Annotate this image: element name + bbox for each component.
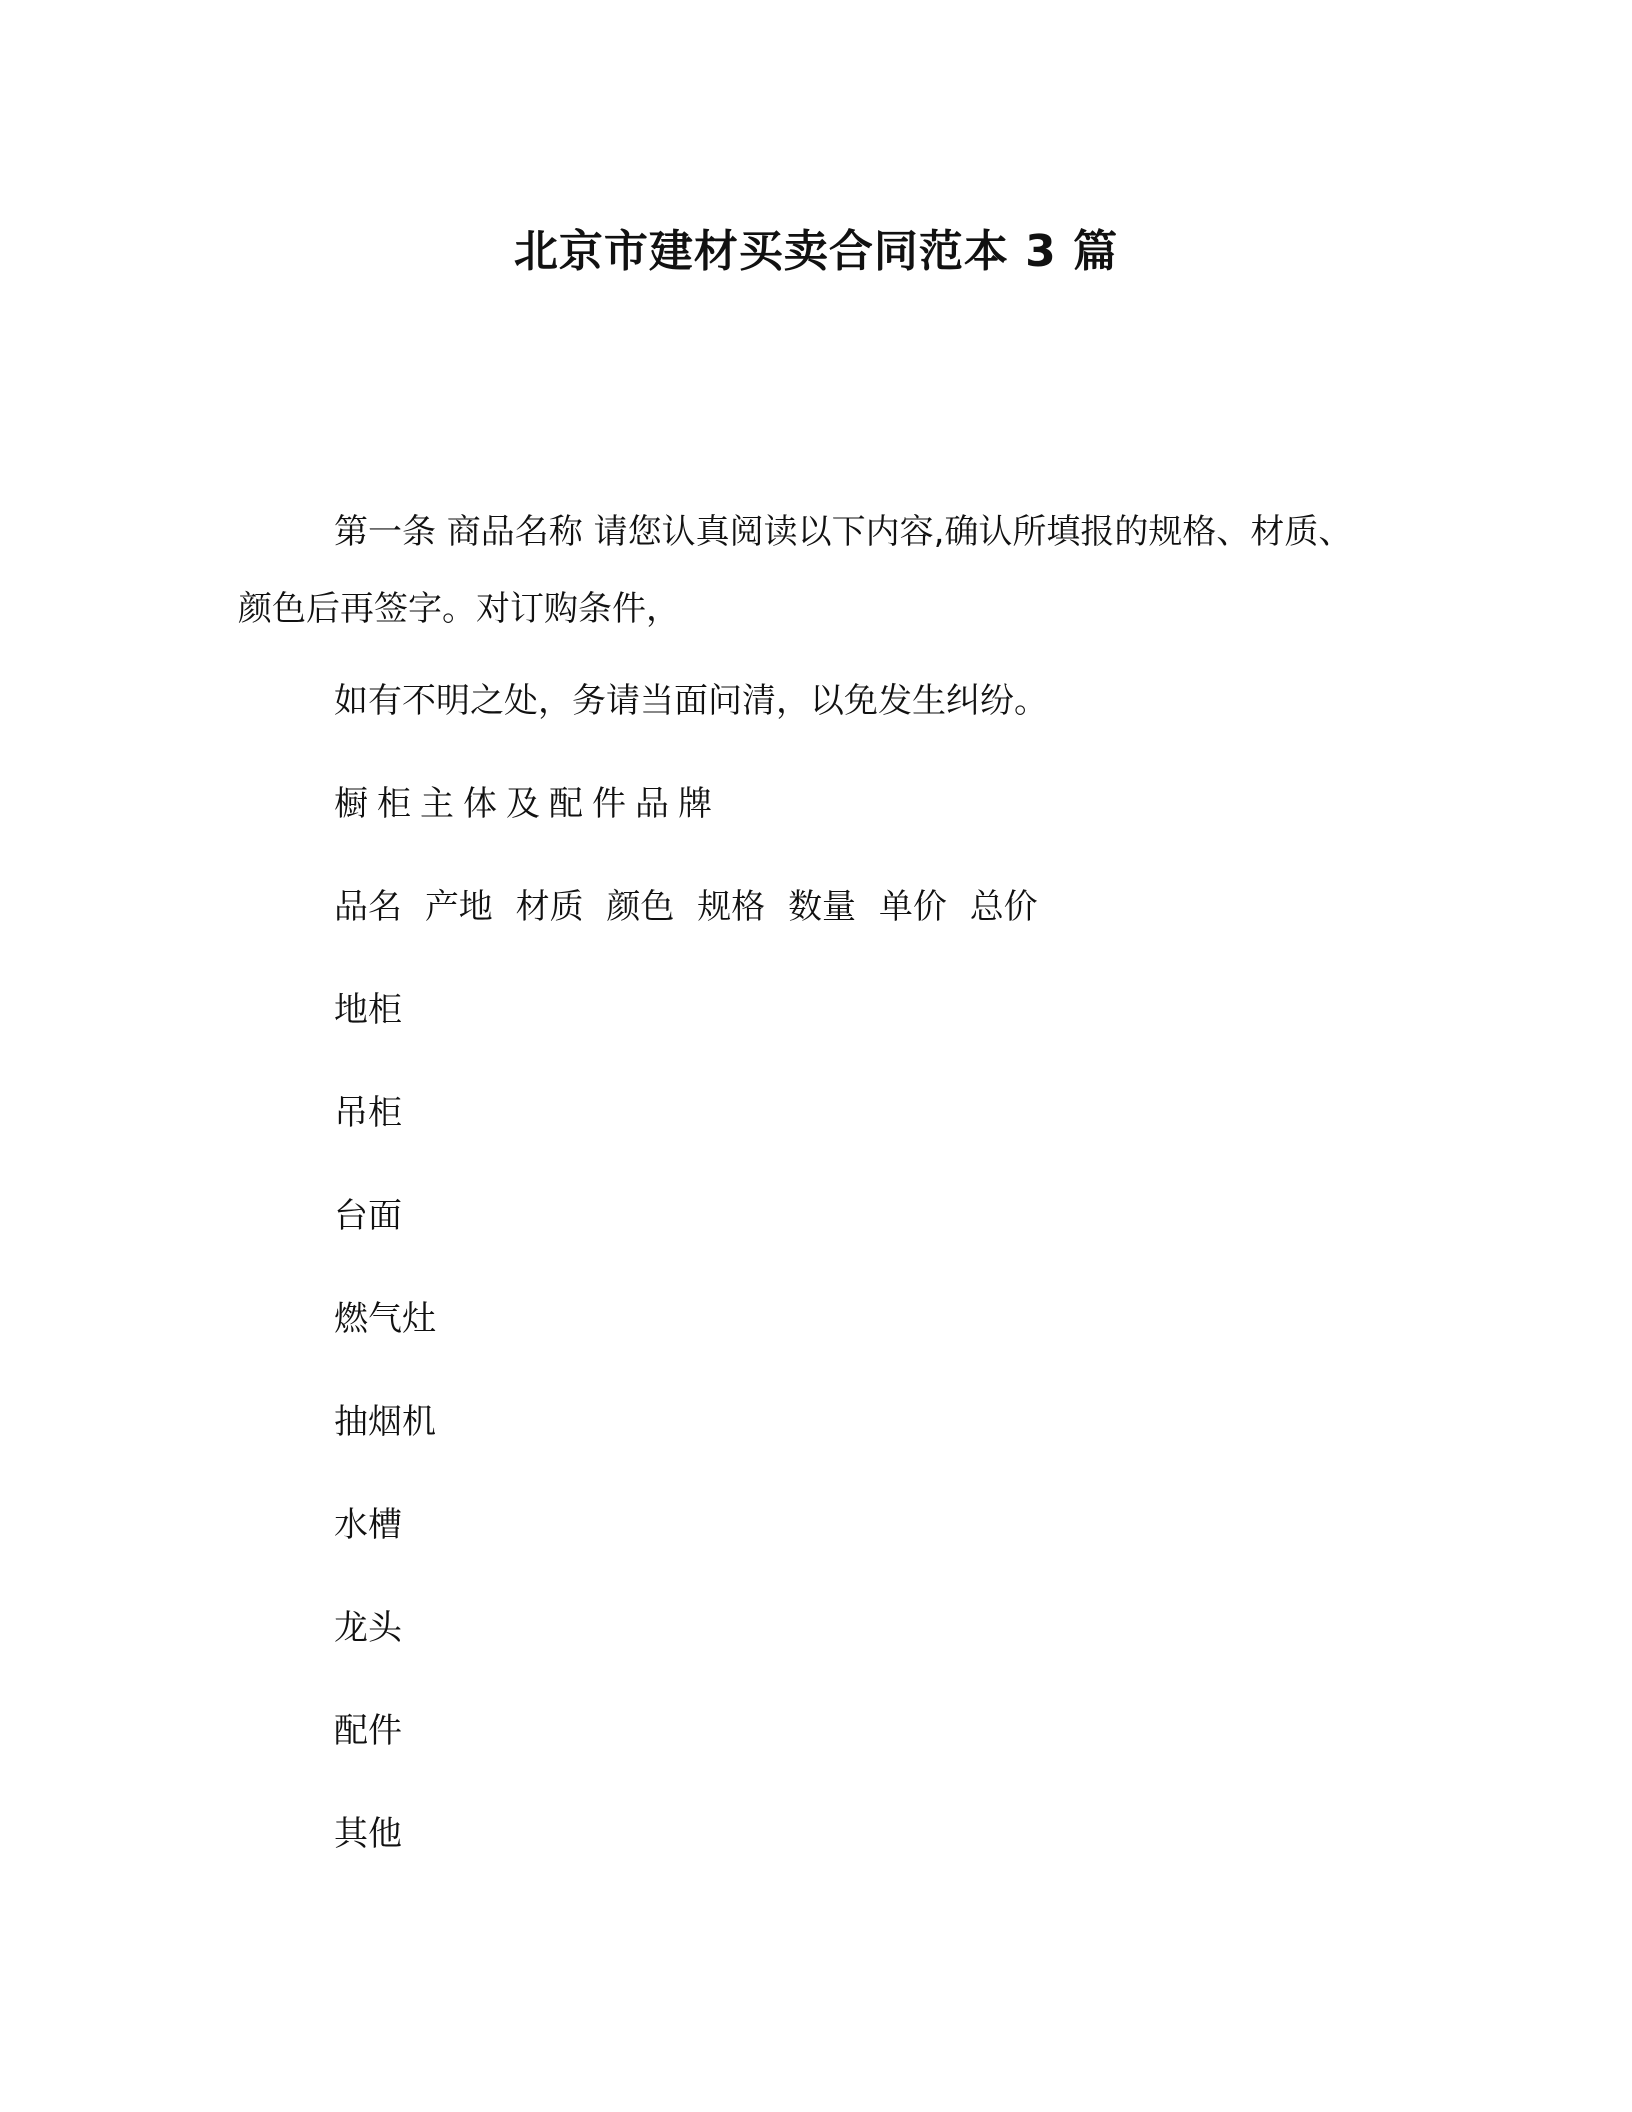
intro-paragraph: 第一条 商品名称 请您认真阅读以下内容,确认所填报的规格、材质、颜色后再签字。对订购条件，	[238, 512, 1353, 629]
header-total-price: 总价	[969, 887, 1038, 927]
brand-heading: 橱柜主体及配件品牌	[334, 784, 721, 824]
header-name: 品名	[334, 887, 402, 927]
item-sink: 水槽	[334, 1505, 402, 1545]
document-title: 北京市建材买卖合同范本 3 篇	[513, 226, 1119, 277]
item-other: 其他	[334, 1814, 402, 1854]
header-quantity: 数量	[788, 887, 857, 927]
table-header-row	[334, 884, 1050, 930]
item-range-hood: 抽烟机	[334, 1402, 436, 1442]
item-gas-stove: 燃气灶	[334, 1299, 436, 1339]
item-wall-cabinet: 吊柜	[334, 1093, 402, 1133]
item-faucet: 龙头	[334, 1608, 402, 1648]
header-origin: 产地	[424, 887, 493, 927]
header-unit-price: 单价	[878, 887, 947, 927]
item-accessories: 配件	[334, 1711, 402, 1751]
header-material: 材质	[515, 887, 584, 927]
header-color: 颜色	[606, 887, 675, 927]
intro-continued: 如有不明之处，务请当面问清，以免发生纠纷。	[334, 681, 1048, 721]
item-countertop: 台面	[334, 1196, 402, 1236]
header-spec: 规格	[697, 887, 766, 927]
item-base-cabinet: 地柜	[334, 990, 402, 1030]
